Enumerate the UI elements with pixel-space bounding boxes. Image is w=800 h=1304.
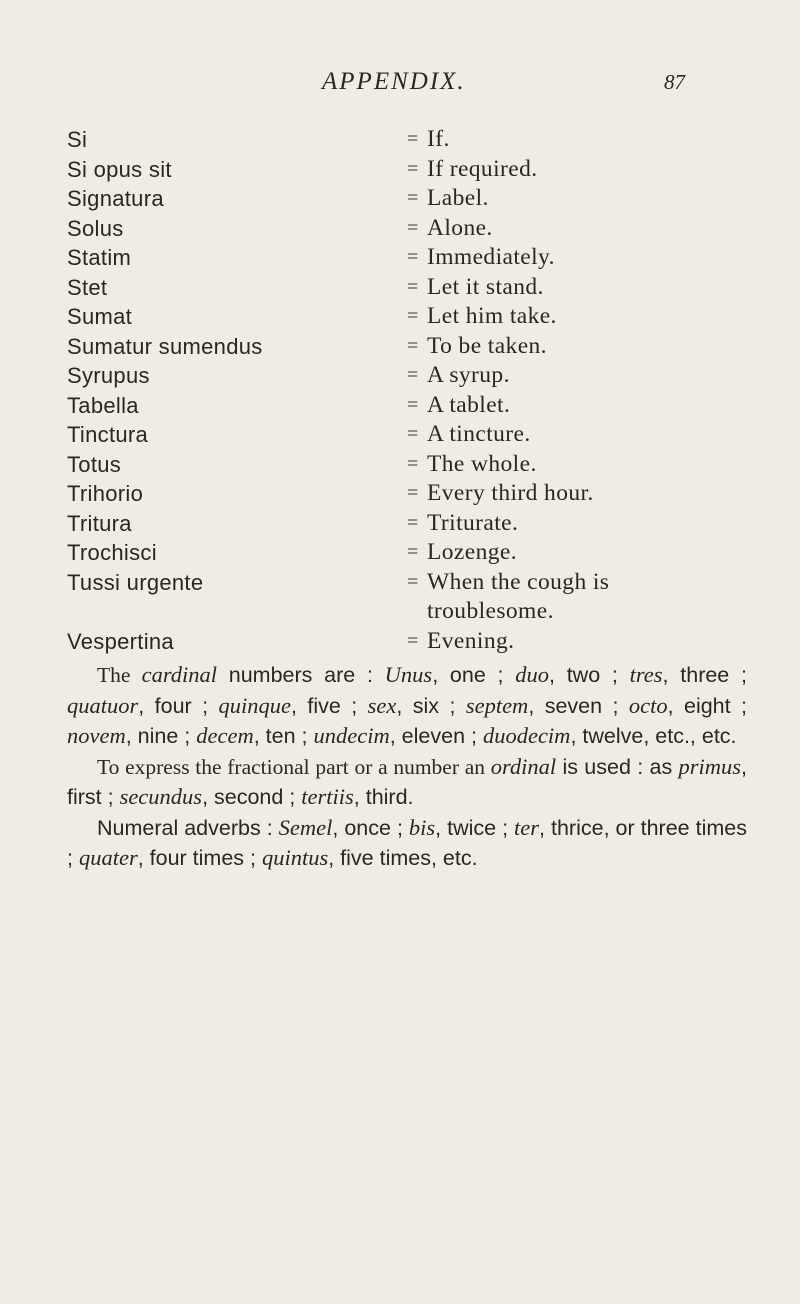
italic-term: undecim <box>313 723 390 748</box>
glossary-entry <box>67 420 747 450</box>
english-meaning <box>427 155 747 185</box>
glossary-entry <box>67 155 747 185</box>
latin-term: Tabella <box>67 392 139 418</box>
meaning-line: A tincture. <box>427 421 531 447</box>
text-run: To express the fractional part or a number an <box>97 754 491 779</box>
italic-term: Semel <box>278 814 333 840</box>
meaning-line: Alone. <box>427 214 493 241</box>
equals-sign: = <box>407 246 419 268</box>
text-run: , five ; <box>291 693 368 718</box>
text-run: , eight ; <box>667 693 747 718</box>
glossary-entry <box>67 509 747 539</box>
glossary-entry <box>67 125 747 155</box>
meaning-line: Label. <box>427 185 489 211</box>
latin-glossary-list <box>67 125 747 656</box>
equals-sign: = <box>407 423 419 445</box>
italic-term: primus <box>678 753 742 779</box>
latin-term: Totus <box>67 451 122 477</box>
text-run: Numeral adverbs : <box>97 815 279 840</box>
english-meaning <box>427 273 747 303</box>
latin-term: Si opus sit <box>67 156 172 182</box>
text-run: , four ; <box>138 693 219 718</box>
italic-term: Unus <box>384 662 433 687</box>
text-run: , one ; <box>432 663 516 687</box>
text-run: , six ; <box>396 693 466 718</box>
text-run: , thrice, or three times ; <box>67 815 747 870</box>
equals-sign: = <box>407 275 419 298</box>
italic-term: duodecim <box>482 723 571 748</box>
text-run: , seven ; <box>528 693 629 718</box>
glossary-entry <box>67 243 747 273</box>
text-run: , once ; <box>332 815 409 840</box>
text-run: , five times, etc. <box>328 846 478 870</box>
text-run: numbers are : <box>217 663 385 687</box>
glossary-entry <box>67 627 747 657</box>
meaning-line: Let it stand. <box>427 273 544 300</box>
glossary-entry <box>67 332 747 362</box>
italic-term: cardinal <box>141 662 217 687</box>
meaning-line: A tablet. <box>427 391 511 418</box>
glossary-entry <box>67 214 747 244</box>
numerals-section <box>67 660 747 874</box>
glossary-entry <box>67 450 747 480</box>
italic-term: tertiis <box>301 784 354 809</box>
meaning-line: Immediately. <box>427 244 555 270</box>
running-head <box>0 68 800 108</box>
latin-term: Si <box>67 127 88 152</box>
ordinal-numbers-paragraph <box>67 752 747 813</box>
page-number: 87 <box>664 70 685 94</box>
english-meaning <box>427 302 747 332</box>
italic-term: tres <box>629 662 663 687</box>
english-meaning <box>427 538 747 568</box>
latin-term: Syrupus <box>67 363 150 388</box>
glossary-entry <box>67 184 747 214</box>
glossary-entry <box>67 538 747 568</box>
italic-term: sex <box>367 692 397 718</box>
equals-sign: = <box>407 305 419 327</box>
latin-term: Vespertina <box>67 628 174 654</box>
text-run: , twelve, etc., etc. <box>570 724 737 748</box>
meaning-line: If required. <box>427 155 538 182</box>
meaning-line: Evening. <box>427 627 515 654</box>
meaning-line: Triturate. <box>427 509 519 536</box>
text-run: , four times ; <box>137 846 262 870</box>
latin-term: Tritura <box>67 510 132 536</box>
meaning-line: A syrup. <box>427 362 510 388</box>
glossary-entry <box>67 391 747 421</box>
cardinal-numbers-paragraph <box>67 660 747 752</box>
latin-term: Trihorio <box>67 481 144 506</box>
text-run: , ten ; <box>253 724 314 748</box>
equals-sign: = <box>407 541 419 563</box>
equals-sign: = <box>407 216 419 239</box>
equals-sign: = <box>407 629 419 652</box>
english-meaning <box>427 391 747 421</box>
english-meaning <box>427 627 747 657</box>
italic-term: octo <box>628 692 668 718</box>
equals-sign: = <box>407 364 419 386</box>
equals-sign: = <box>407 511 419 534</box>
italic-term: ordinal <box>490 753 557 779</box>
glossary-entry <box>67 302 747 332</box>
latin-term: Tussi urgente <box>67 569 204 595</box>
meaning-line: Lozenge. <box>427 539 517 565</box>
english-meaning <box>427 332 747 362</box>
text-run: is used : as <box>556 754 679 779</box>
meaning-line: To be taken. <box>427 332 547 359</box>
text-run: , second ; <box>202 785 302 809</box>
english-meaning <box>427 125 747 155</box>
latin-term: Stet <box>67 274 108 300</box>
italic-term: quinque <box>218 692 291 718</box>
italic-term: decem <box>196 723 254 748</box>
glossary-entry <box>67 273 747 303</box>
equals-sign: = <box>407 482 419 504</box>
english-meaning <box>427 361 747 391</box>
glossary-entry <box>67 479 747 509</box>
latin-term: Trochisci <box>67 540 157 565</box>
text-run: , eleven ; <box>389 724 483 748</box>
numeral-adverbs-paragraph <box>67 813 747 874</box>
text-run: , two ; <box>548 663 630 687</box>
italic-term: secundus <box>119 784 203 809</box>
italic-term: ter <box>514 814 540 840</box>
glossary-entry <box>67 361 747 391</box>
equals-sign: = <box>407 393 419 416</box>
meaning-line: The whole. <box>427 450 537 477</box>
text-run: , twice ; <box>435 815 515 840</box>
equals-sign: = <box>407 570 419 593</box>
english-meaning <box>427 214 747 244</box>
latin-term: Solus <box>67 215 124 241</box>
text-run: , third. <box>353 785 414 809</box>
italic-term: quater <box>78 845 138 870</box>
english-meaning <box>427 450 747 480</box>
meaning-line: Every third hour. <box>427 480 594 506</box>
text-run: , nine ; <box>125 724 197 748</box>
italic-term: bis <box>408 814 436 840</box>
running-title: APPENDIX. <box>322 68 466 95</box>
italic-term: septem <box>465 692 529 718</box>
italic-term: quintus <box>261 845 329 870</box>
latin-term: Sumat <box>67 304 133 329</box>
italic-term: novem <box>67 723 126 748</box>
meaning-line: Let him take. <box>427 303 557 329</box>
equals-sign: = <box>407 187 419 209</box>
latin-term: Tinctura <box>67 422 149 447</box>
equals-sign: = <box>407 128 419 150</box>
latin-term: Signatura <box>67 186 164 211</box>
english-meaning <box>427 184 747 214</box>
latin-term: Statim <box>67 245 132 270</box>
english-meaning <box>427 243 747 273</box>
equals-sign: = <box>407 157 419 180</box>
italic-term: duo <box>515 662 549 687</box>
meaning-line: When the cough is <box>427 568 610 595</box>
latin-term: Sumatur sumendus <box>67 333 263 359</box>
meaning-line: If. <box>427 126 450 152</box>
english-meaning <box>427 509 747 539</box>
english-meaning <box>427 568 747 627</box>
text-run: , three ; <box>662 663 747 687</box>
english-meaning <box>427 479 747 509</box>
glossary-entry <box>67 568 747 627</box>
equals-sign: = <box>407 452 419 475</box>
italic-term: quatuor <box>67 692 139 718</box>
text-run: The <box>97 663 142 687</box>
equals-sign: = <box>407 334 419 357</box>
meaning-continuation-line: troublesome. <box>427 598 554 624</box>
english-meaning <box>427 420 747 450</box>
text-run: , first ; <box>67 754 747 809</box>
